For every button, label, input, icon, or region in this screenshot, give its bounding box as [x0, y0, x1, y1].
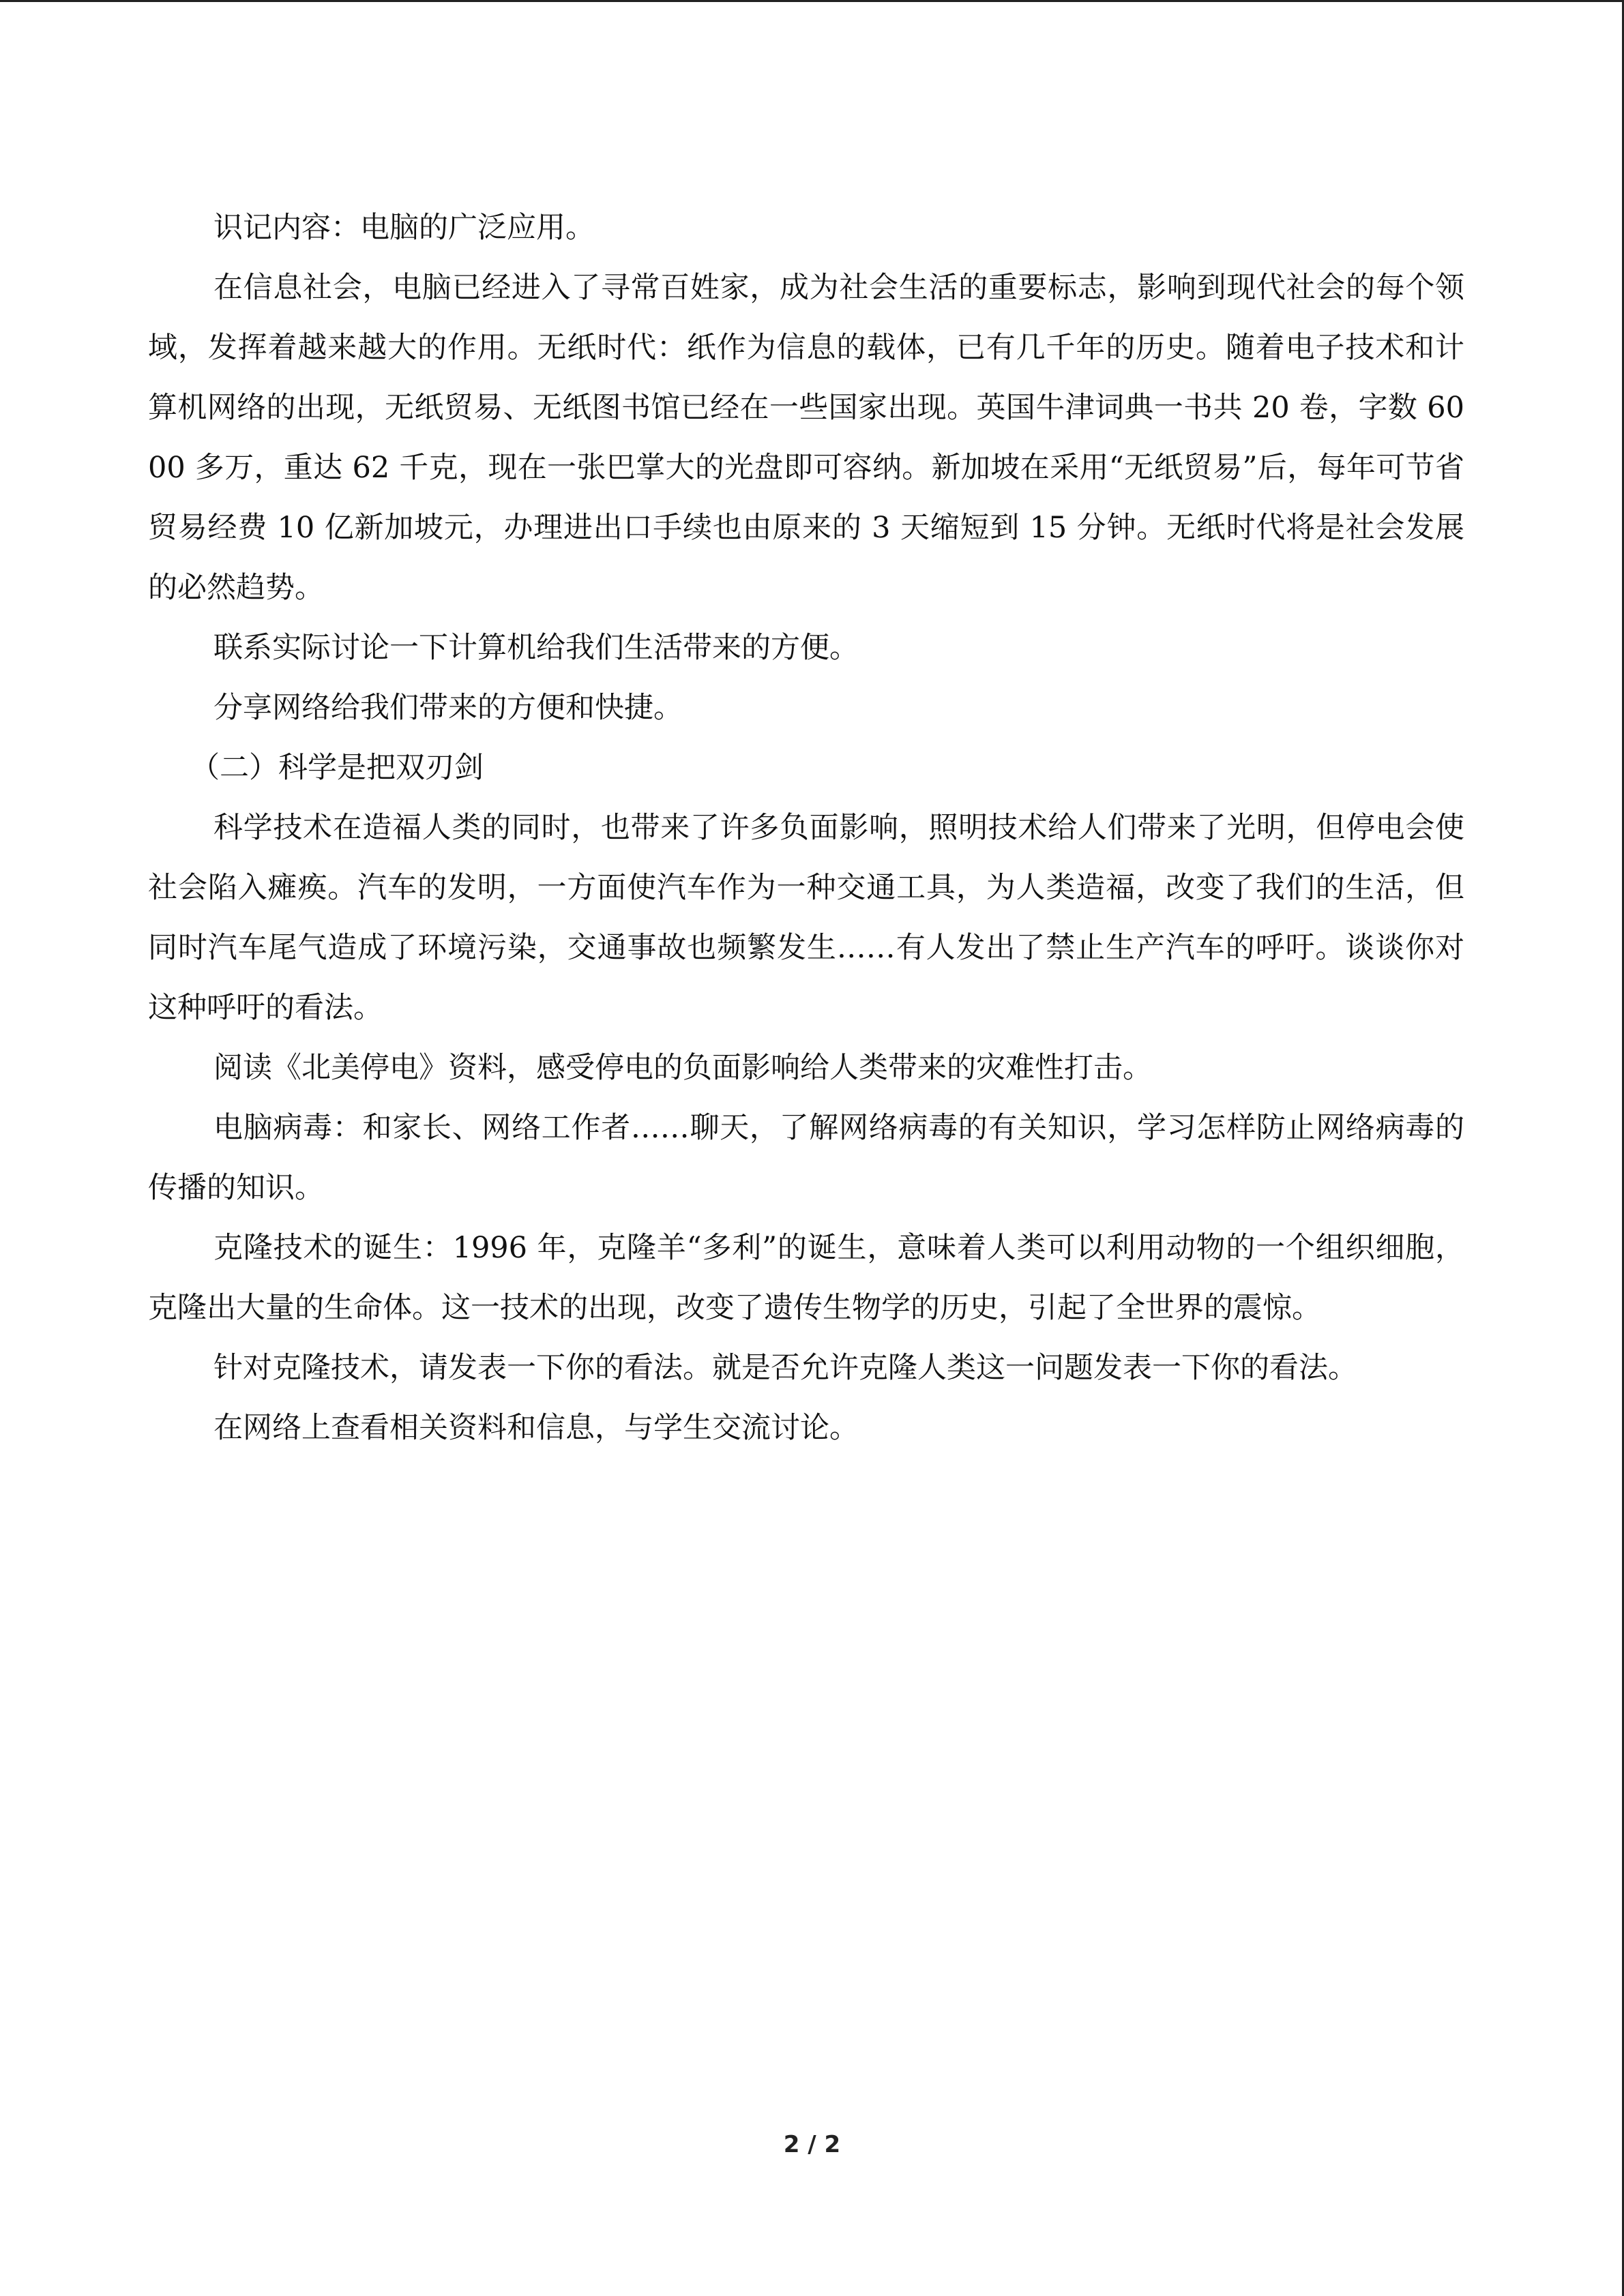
paragraph-discuss-computer: 联系实际讨论一下计算机给我们生活带来的方便。 [213, 631, 859, 665]
document-body [148, 198, 1464, 1458]
page-number: 2 / 2 [783, 2131, 841, 2158]
paragraph-share-network: 分享网络给我们带来的方便和快捷。 [213, 691, 683, 725]
section-heading-double-edged-sword: （二）科学是把双刃剑 [190, 751, 484, 785]
paragraph-north-america-blackout: 阅读《北美停电》资料，感受停电的负面影响给人类带来的灾难性打击。 [213, 1051, 1152, 1085]
paragraph-cloning-opinion: 针对克隆技术，请发表一下你的看法。就是否允许克隆人类这一问题发表一下你的看法。 [213, 1351, 1357, 1385]
paragraph-cloning-birth: 克隆技术的诞生：1996 年，克隆羊“多利”的诞生，意味着人类可以利用动物的一个组织细胞，克隆出大量的生命体。这一技术的出现，改变了遗传生物学的历史，引起了全世界的震惊。 [148, 1231, 1464, 1325]
paragraph-computer-virus: 电脑病毒：和家长、网络工作者……聊天，了解网络病毒的有关知识，学习怎样防止网络病毒的传播的知识。 [148, 1111, 1464, 1205]
paragraph-information-society: 在信息社会，电脑已经进入了寻常百姓家，成为社会生活的重要标志，影响到现代社会的每个领域，发挥着越来越大的作用。无纸时代：纸作为信息的载体，已有几千年的历史。随着电子技术和计算机网络的出现，无纸贸易、无纸图书馆已经在一些国家出现。英国牛津词典一书共 20 卷，字数 6000 多万，重达 62 千克，现在一张巴掌大的光盘即可容纳。新加坡在采用“无纸贸易”后，每年可节省贸易经费 10 亿新加坡元，办理进出口手续也由原来的 3 天缩短到 15 分钟。无纸时代将是社会发展的必然趋势。 [148, 271, 1464, 605]
paragraph-memorize-content: 识记内容：电脑的广泛应用。 [213, 211, 595, 245]
paragraph-science-negative-effects: 科学技术在造福人类的同时，也带来了许多负面影响，照明技术给人们带来了光明，但停电会使社会陷入瘫痪。汽车的发明，一方面使汽车作为一种交通工具，为人类造福，改变了我们的生活，但同时汽车尾气造成了环境污染，交通事故也频繁发生……有人发出了禁止生产汽车的呼吁。谈谈你对这种呼吁的看法。 [148, 811, 1464, 1025]
paragraph-online-research: 在网络上查看相关资料和信息，与学生交流讨论。 [213, 1411, 859, 1445]
